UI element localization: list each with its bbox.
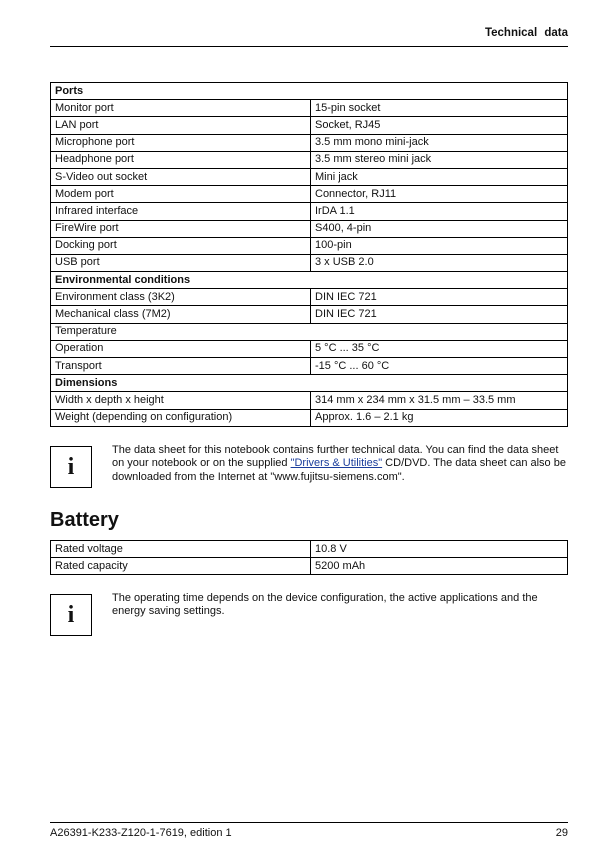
table-cell-label: Operation	[51, 340, 311, 357]
footer-rule	[50, 822, 568, 823]
table-row	[51, 409, 568, 426]
table-row	[51, 220, 568, 237]
drivers-utilities-link[interactable]: "Drivers & Utilities"	[290, 457, 383, 470]
info-icon: i	[50, 594, 92, 636]
table-row	[51, 289, 568, 306]
battery-spec-table	[50, 540, 568, 575]
table-cell-label: Monitor port	[51, 100, 311, 117]
table-row	[51, 306, 568, 323]
footer-document-id: A26391-K233-Z120-1-7619, edition 1	[50, 827, 232, 839]
table-cell-value: 100-pin	[311, 237, 568, 254]
info-note-datasheet	[112, 444, 566, 484]
table-cell-value: 3.5 mm mono mini-jack	[311, 134, 568, 151]
table-group-header	[51, 83, 568, 100]
table-row	[51, 134, 568, 151]
table-cell-value: 5200 mAh	[311, 558, 568, 575]
table-group-header	[51, 272, 568, 289]
table-row	[51, 254, 568, 271]
table-cell-value: Mini jack	[311, 168, 568, 185]
table-cell-label: Environmental conditions	[51, 272, 568, 289]
table-cell-label: Environment class (3K2)	[51, 289, 311, 306]
info-icon: i	[50, 446, 92, 488]
table-cell-value: -15 °C ... 60 °C	[311, 358, 568, 375]
table-row	[51, 237, 568, 254]
table-cell-label: Docking port	[51, 237, 311, 254]
table-row	[51, 340, 568, 357]
table-cell-label: Width x depth x height	[51, 392, 311, 409]
table-cell-value: IrDA 1.1	[311, 203, 568, 220]
table-cell-value: 314 mm x 234 mm x 31.5 mm – 33.5 mm	[311, 392, 568, 409]
table-cell-label: Modem port	[51, 186, 311, 203]
note-text: The data sheet for this notebook contains further technical data. You can find the data sheet on your notebook or on the supplied	[112, 444, 559, 470]
table-row	[51, 392, 568, 409]
table-cell-value: 3 x USB 2.0	[311, 254, 568, 271]
table-cell-label: FireWire port	[51, 220, 311, 237]
table-cell-label: Mechanical class (7M2)	[51, 306, 311, 323]
table-cell-label: Ports	[51, 83, 568, 100]
table-cell-value: 15-pin socket	[311, 100, 568, 117]
table-row	[51, 151, 568, 168]
table-cell-label: Transport	[51, 358, 311, 375]
table-row	[51, 541, 568, 558]
table-subheader-row	[51, 323, 568, 340]
table-cell-value: Connector, RJ11	[311, 186, 568, 203]
header-rule	[50, 46, 568, 47]
table-cell-value: DIN IEC 721	[311, 289, 568, 306]
table-row	[51, 117, 568, 134]
page-header-title: Technical data	[484, 27, 568, 39]
table-cell-value: S400, 4-pin	[311, 220, 568, 237]
ports-spec-table	[50, 82, 568, 427]
table-cell-value: 5 °C ... 35 °C	[311, 340, 568, 357]
table-cell-value: 3.5 mm stereo mini jack	[311, 151, 568, 168]
table-cell-label: Microphone port	[51, 134, 311, 151]
table-row	[51, 100, 568, 117]
table-cell-label: S-Video out socket	[51, 168, 311, 185]
table-row	[51, 203, 568, 220]
table-row	[51, 186, 568, 203]
section-title-battery: Battery	[50, 509, 119, 531]
table-group-header	[51, 375, 568, 392]
note-text: CD/DVD. The data sheet can also be downloaded from the Internet at "www.fujitsu-siemens.com".	[112, 457, 566, 483]
table-cell-label: Temperature	[51, 323, 568, 340]
table-cell-label: Headphone port	[51, 151, 311, 168]
table-cell-label: Infrared interface	[51, 203, 311, 220]
table-cell-label: USB port	[51, 254, 311, 271]
table-cell-label: Dimensions	[51, 375, 568, 392]
footer-page-number: 29	[555, 827, 568, 839]
table-cell-value: Socket, RJ45	[311, 117, 568, 134]
table-row	[51, 358, 568, 375]
table-cell-value: DIN IEC 721	[311, 306, 568, 323]
table-cell-value: 10.8 V	[311, 541, 568, 558]
table-cell-value: Approx. 1.6 – 2.1 kg	[311, 409, 568, 426]
table-cell-label: LAN port	[51, 117, 311, 134]
table-cell-label: Rated voltage	[51, 541, 311, 558]
table-row	[51, 168, 568, 185]
table-cell-label: Weight (depending on configuration)	[51, 409, 311, 426]
table-row	[51, 558, 568, 575]
table-cell-label: Rated capacity	[51, 558, 311, 575]
info-note-operating-time: The operating time depends on the device configuration, the active applications and the energy saving settings.	[112, 592, 538, 618]
